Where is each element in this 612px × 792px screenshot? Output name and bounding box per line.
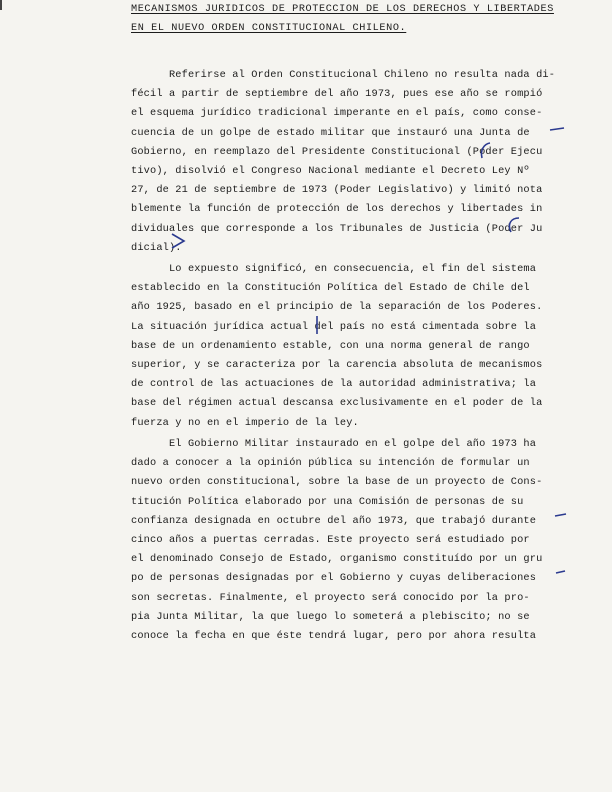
text-line: dado a conocer a la opinión pública su intención de formular un (131, 457, 530, 470)
text-line: dividuales que corresponde a los Tribunales de Justicia (Poder Ju (131, 222, 543, 235)
text-line: po de personas designadas por el Gobierno y cuyas deliberaciones (131, 572, 537, 585)
text-line: Lo expuesto significó, en consecuencia, el fin del sistema (131, 263, 537, 275)
text-line: nuevo orden constitucional, sobre la base de un proyecto de Cons- (131, 476, 543, 489)
text-line: fécil a partir de septiembre del año 1973, pues ese año se rompió (131, 88, 543, 101)
text-line: pia Junta Militar, la que luego lo someterá a plebiscito; no se (131, 610, 530, 623)
pen-annotation (553, 565, 569, 579)
text-line: cinco años a puertas cerradas. Este proyecto será estudiado por (131, 533, 530, 546)
text-line: superior, y se caracteriza por la carencia absoluta de mecanismos (131, 358, 543, 371)
text-line: Gobierno, en reemplazo del Presidente Constitucional (Poder Ejecu (131, 145, 543, 158)
text-line: titución Política elaborado por una Comisión de personas de su (131, 495, 524, 508)
scan-edge-mark (0, 0, 2, 10)
text-line: de control de las actuaciones de la autoridad administrativa; la (131, 378, 537, 391)
text-line: conoce la fecha en que éste tendrá lugar, pero por ahora resulta (131, 629, 537, 642)
pen-annotation (505, 214, 527, 236)
text-line: cuencia de un golpe de estado militar que instauró una Junta de (131, 126, 530, 139)
title-line: EN EL NUEVO ORDEN CONSTITUCIONAL CHILENO. (131, 23, 407, 34)
text-line: establecido en la Constitución Política del Estado de Chile del (131, 282, 530, 295)
text-line: el denominado Consejo de Estado, organismo constituído por un gru (131, 553, 543, 566)
document-title (131, 0, 571, 38)
text-line: blemente la función de protección de los derechos y libertades in (131, 203, 543, 216)
title-line: MECANISMOS JURIDICOS DE PROTECCION DE LOS DERECHOS Y LIBERTADES (131, 4, 554, 15)
text-line: base de un ordenamiento estable, con una norma general de rango (131, 339, 530, 352)
text-line: fuerza y no en el imperio de la ley. (131, 416, 359, 429)
pen-annotation (552, 504, 570, 526)
paragraph-3 (131, 435, 571, 646)
text-line: Referirse al Orden Constitucional Chileno no resulta nada di- (131, 69, 556, 81)
pen-annotation (548, 124, 568, 134)
text-line: tivo), disolvió el Congreso Nacional mediante el Decreto Ley Nº (131, 164, 530, 177)
text-line: El Gobierno Militar instaurado en el golpe del año 1973 ha (131, 438, 537, 450)
pen-annotation (312, 314, 322, 336)
text-line: La situación jurídica actual del país no está cimentada sobre la (131, 320, 537, 333)
pen-annotation (478, 140, 498, 162)
text-line: el esquema jurídico tradicional imperante en el país, como conse- (131, 107, 543, 120)
text-line: confianza designada en octubre del año 1973, que trabajó durante (131, 514, 537, 527)
text-line: base del régimen actual descansa exclusivamente en el poder de la (131, 397, 543, 410)
paragraph-2 (131, 260, 571, 433)
text-line: dicial). (131, 241, 182, 254)
text-line: año 1925, basado en el principio de la separación de los Poderes. (131, 301, 543, 314)
text-line: 27, de 21 de septiembre de 1973 (Poder Legislativo) y limitó nota (131, 184, 543, 197)
pen-annotation (168, 230, 190, 252)
text-line: son secretas. Finalmente, el proyecto será conocido por la pro- (131, 591, 530, 604)
